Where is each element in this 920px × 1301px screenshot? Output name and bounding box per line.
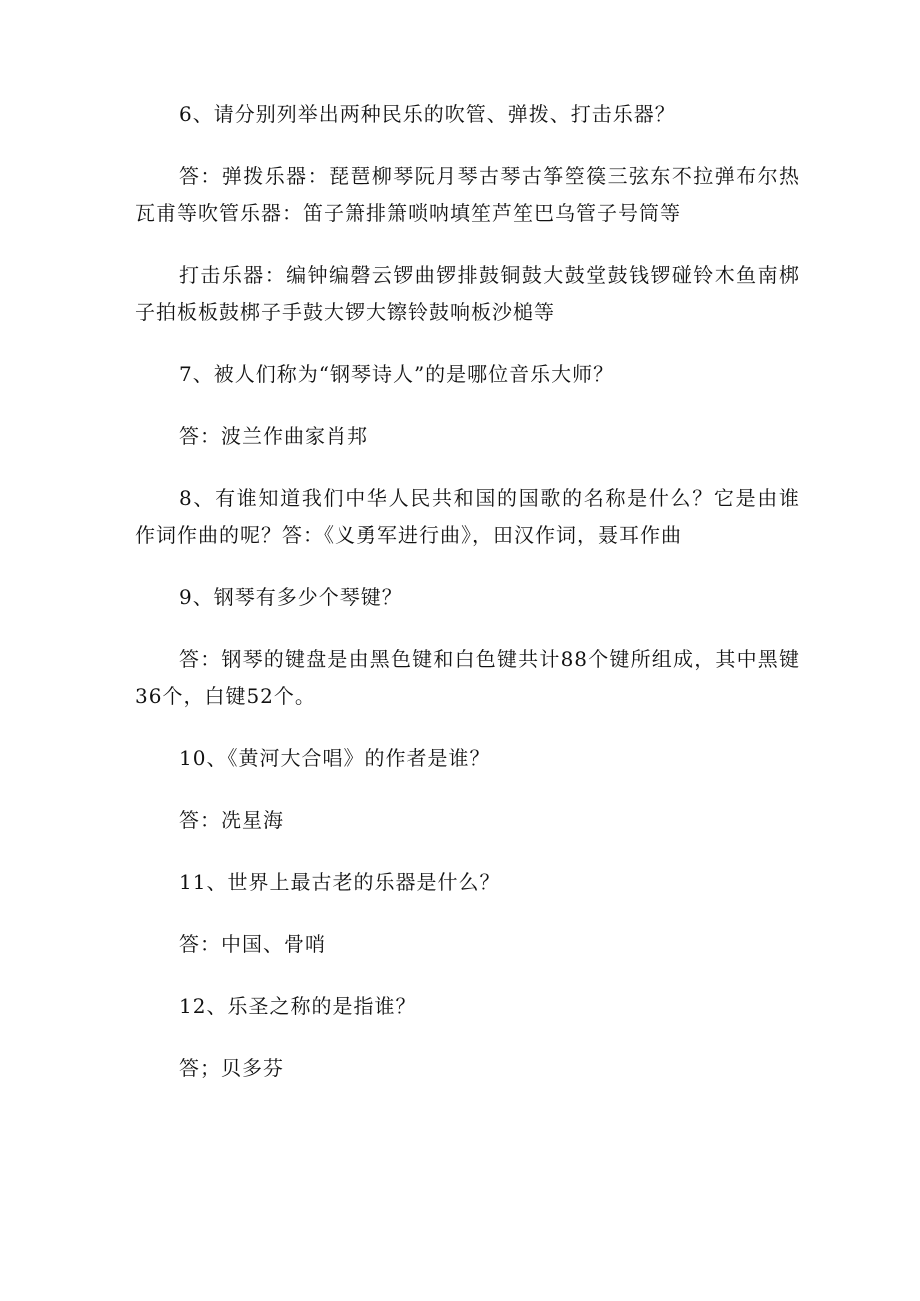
answer-7: 答：波兰作曲家肖邦 <box>179 424 368 448</box>
question-answer-8: 8、有谁知道我们中华人民共和国的国歌的名称是什么？它是由谁作词作曲的呢？答：《义勇军进行曲》，田汉作词，聂耳作曲 <box>135 486 800 547</box>
answer-6-percussion: 打击乐器：编钟编磬云锣曲锣排鼓铜鼓大鼓堂鼓钱锣碰铃木鱼南梆子拍板板鼓梆子手鼓大锣大镲铃鼓响板沙槌等 <box>135 263 800 324</box>
answer-10: 答：冼星海 <box>179 808 284 832</box>
question-6: 6、请分别列举出两种民乐的吹管、弹拨、打击乐器？ <box>179 102 676 126</box>
document-body <box>135 96 800 1087</box>
question-12: 12、乐圣之称的是指谁？ <box>179 994 417 1018</box>
answer-9: 答：钢琴的键盘是由黑色键和白色键共计88个键所组成，其中黑键36个，白键52个。 <box>135 647 800 708</box>
answer-12: 答；贝多芬 <box>179 1056 284 1080</box>
answer-6-plucked-wind: 答：弹拨乐器：琵琶柳琴阮月琴古琴古筝箜篌三弦东不拉弹布尔热瓦甫等吹管乐器：笛子箫排箫唢呐填笙芦笙巴乌管子号筒等 <box>135 164 800 225</box>
question-10: 10、《黄河大合唱》的作者是谁？ <box>179 746 491 770</box>
question-11: 11、世界上最古老的乐器是什么？ <box>179 870 501 894</box>
answer-11: 答：中国、骨哨 <box>179 932 326 956</box>
question-7: 7、被人们称为“钢琴诗人”的是哪位音乐大师？ <box>179 362 615 386</box>
question-9: 9、钢琴有多少个琴键？ <box>179 585 403 609</box>
